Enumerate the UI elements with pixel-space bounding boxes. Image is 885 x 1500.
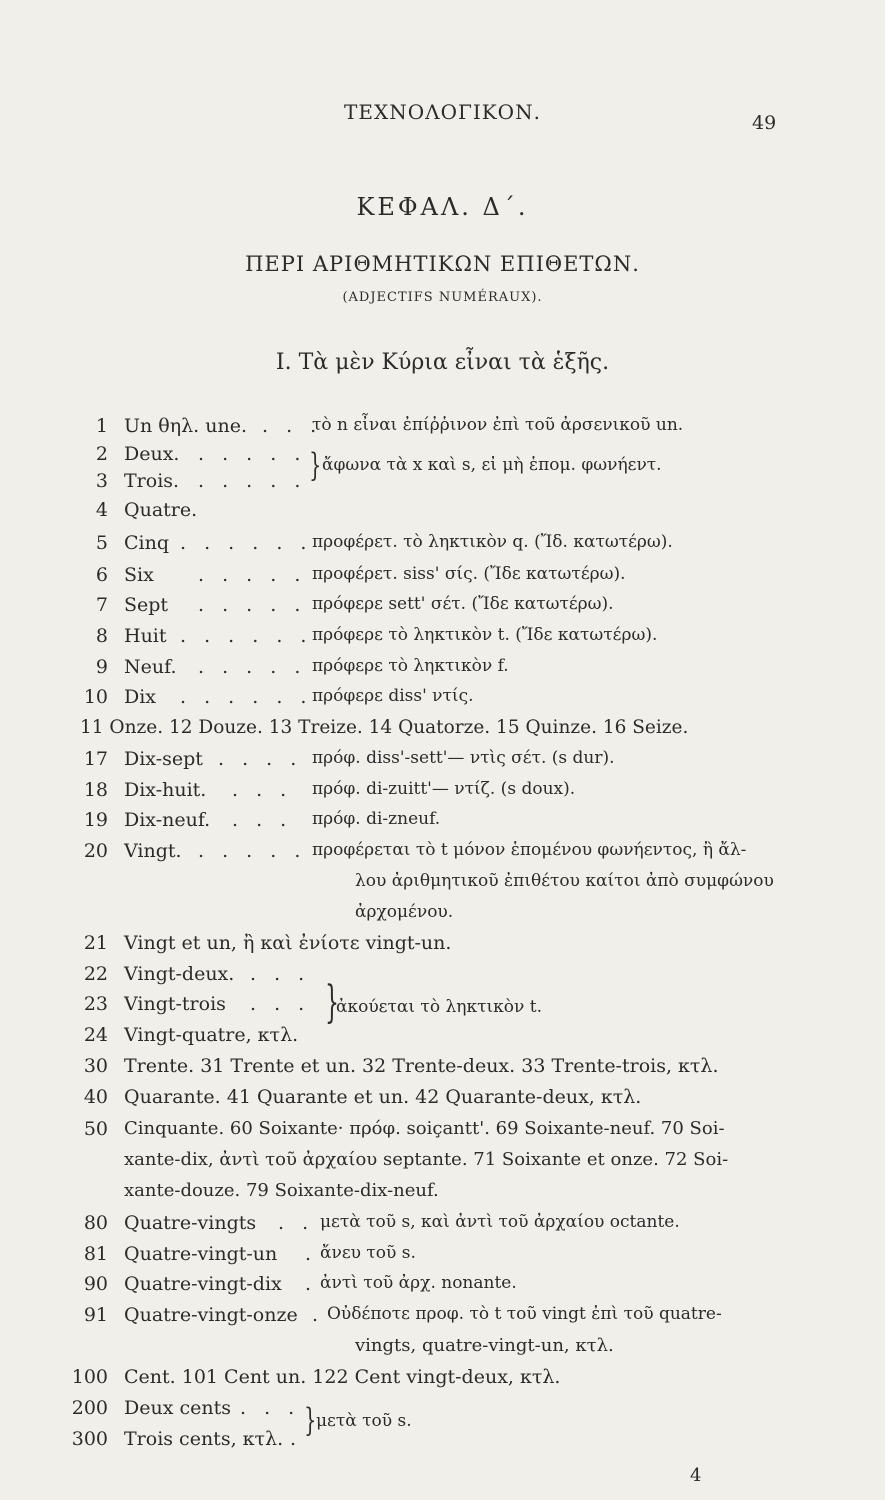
list-item: 10 Dix . . . . . . πρόφερε diss' ντίς. bbox=[83, 686, 474, 708]
list-item: 300 Trois cents, κτλ. . bbox=[71, 1428, 303, 1450]
brace-note: ἀκούεται τὸ ληκτικὸν t. bbox=[336, 997, 542, 1017]
list-item: 21 Vingt et un, ἢ καὶ ἐνίοτε vingt-un. bbox=[83, 932, 452, 954]
list-item: 17 Dix-sept . . . . πρόφ. diss'-sett'— ντὶς σέτ. (s dur). bbox=[83, 748, 615, 770]
list-item: 9 Neuf. . . . . . πρόφερε τὸ ληκτικὸν f. bbox=[95, 656, 509, 678]
subheading: I. Τὰ μὲν Κύρια εἶναι τὰ ἑξῆς. bbox=[275, 350, 610, 375]
brace-note: ἄφωνα τὰ x καὶ s, εἰ μὴ ἑπομ. φωνήεντ. bbox=[322, 455, 662, 475]
list-item: 23 Vingt-trois . . . bbox=[83, 993, 311, 1015]
list-item: 7 Sept . . . . . πρόφερε sett' σέτ. (Ἴδε κατωτέρω). bbox=[95, 594, 614, 616]
list-item: 100 Cent. 101 Cent un. 122 Cent vingt-deux, κτλ. bbox=[71, 1366, 561, 1388]
list-item: 50 Cinquante. 60 Soixante· πρόφ. soiçantt'. 69 Soixante-neuf. 70 Soi- bbox=[83, 1118, 725, 1140]
brace-note: μετὰ τοῦ s. bbox=[316, 1411, 412, 1431]
list-item: 20 Vingt. . . . . . προφέρεται τὸ t μόνον ἑπομένου φωνήεντος, ἢ ἄλ- bbox=[83, 840, 747, 862]
brace: } bbox=[304, 1401, 317, 1439]
list-item: 1 Un θηλ. une. . . . τὸ n εἶναι ἐπίῤῥινον ἐπὶ τοῦ ἀρσενικοῦ un. bbox=[95, 415, 684, 437]
brace: } bbox=[325, 977, 339, 1028]
list-item: 91 Quatre-vingt-onze . Οὐδέποτε προφ. τὸ t τοῦ vingt ἐπὶ τοῦ quatre- bbox=[83, 1304, 722, 1326]
list-item-continuation: ἀρχομένου. bbox=[355, 902, 454, 922]
list-item: 19 Dix-neuf. . . . πρόφ. di-zneuf. bbox=[83, 809, 441, 831]
list-item: 22 Vingt-deux. . . . bbox=[83, 963, 311, 985]
list-item: 4 Quatre. bbox=[95, 499, 198, 521]
list-item: 200 Deux cents . . . bbox=[71, 1397, 301, 1419]
list-item: 81 Quatre-vingt-un . ἄνευ τοῦ s. bbox=[83, 1243, 416, 1265]
section-title: ΠΕΡΙ ΑΡΙΘΜΗΤΙΚΩΝ ΕΠΙΘΕΤΩΝ. bbox=[245, 252, 640, 276]
list-item: 24 Vingt-quatre, κτλ. bbox=[83, 1024, 299, 1046]
list-item-continuation: xante-douze. 79 Soixante-dix-neuf. bbox=[124, 1180, 439, 1201]
list-item: 2 Deux. . . . . . bbox=[95, 443, 307, 465]
list-item: 11 Onze. 12 Douze. 13 Treize. 14 Quatorze. 15 Quinze. 16 Seize. bbox=[80, 717, 689, 738]
section-subtitle: (ADJECTIFS NUMÉRAUX). bbox=[342, 290, 543, 305]
list-item: 80 Quatre-vingts . . μετὰ τοῦ s, καὶ ἀντὶ τοῦ ἀρχαίου octante. bbox=[83, 1212, 680, 1234]
chapter-title: ΚΕΦΑΛ. Δ΄. bbox=[356, 193, 529, 221]
list-item: 40 Quarante. 41 Quarante et un. 42 Quarante-deux, κτλ. bbox=[83, 1086, 642, 1108]
list-item: 5 Cinq . . . . . . προφέρετ. τὸ ληκτικὸν q. (Ἴδ. κατωτέρω). bbox=[95, 532, 673, 554]
running-title: ΤΕΧΝΟΛΟΓΙΚΟΝ. bbox=[344, 100, 541, 124]
list-item: 30 Trente. 31 Trente et un. 32 Trente-deux. 33 Trente-trois, κτλ. bbox=[83, 1055, 719, 1077]
list-item: 90 Quatre-vingt-dix . ἀντὶ τοῦ ἀρχ. nonante. bbox=[83, 1273, 517, 1295]
signature-mark: 4 bbox=[690, 1465, 702, 1486]
list-item-continuation: xante-dix, ἀντὶ τοῦ ἀρχαίου septante. 71 Soixante et onze. 72 Soi- bbox=[124, 1149, 729, 1170]
list-item: 3 Trois. . . . . . bbox=[95, 470, 307, 492]
list-item-continuation: λου ἀριθμητικοῦ ἐπιθέτου καίτοι ἀπὸ συμφώνου bbox=[355, 871, 774, 891]
brace: } bbox=[309, 446, 322, 484]
list-item-continuation: vingts, quatre-vingt-un, κτλ. bbox=[355, 1335, 614, 1356]
list-item: 6 Six . . . . . προφέρετ. siss' σίς. (Ἴδε κατωτέρω). bbox=[95, 564, 626, 586]
page-number: 49 bbox=[752, 112, 777, 134]
list-item: 18 Dix-huit. . . . πρόφ. di-zuitt'— ντίζ. (s doux). bbox=[83, 779, 576, 801]
list-item: 8 Huit . . . . . . πρόφερε τὸ ληκτικὸν t. (Ἴδε κατωτέρω). bbox=[95, 625, 658, 647]
